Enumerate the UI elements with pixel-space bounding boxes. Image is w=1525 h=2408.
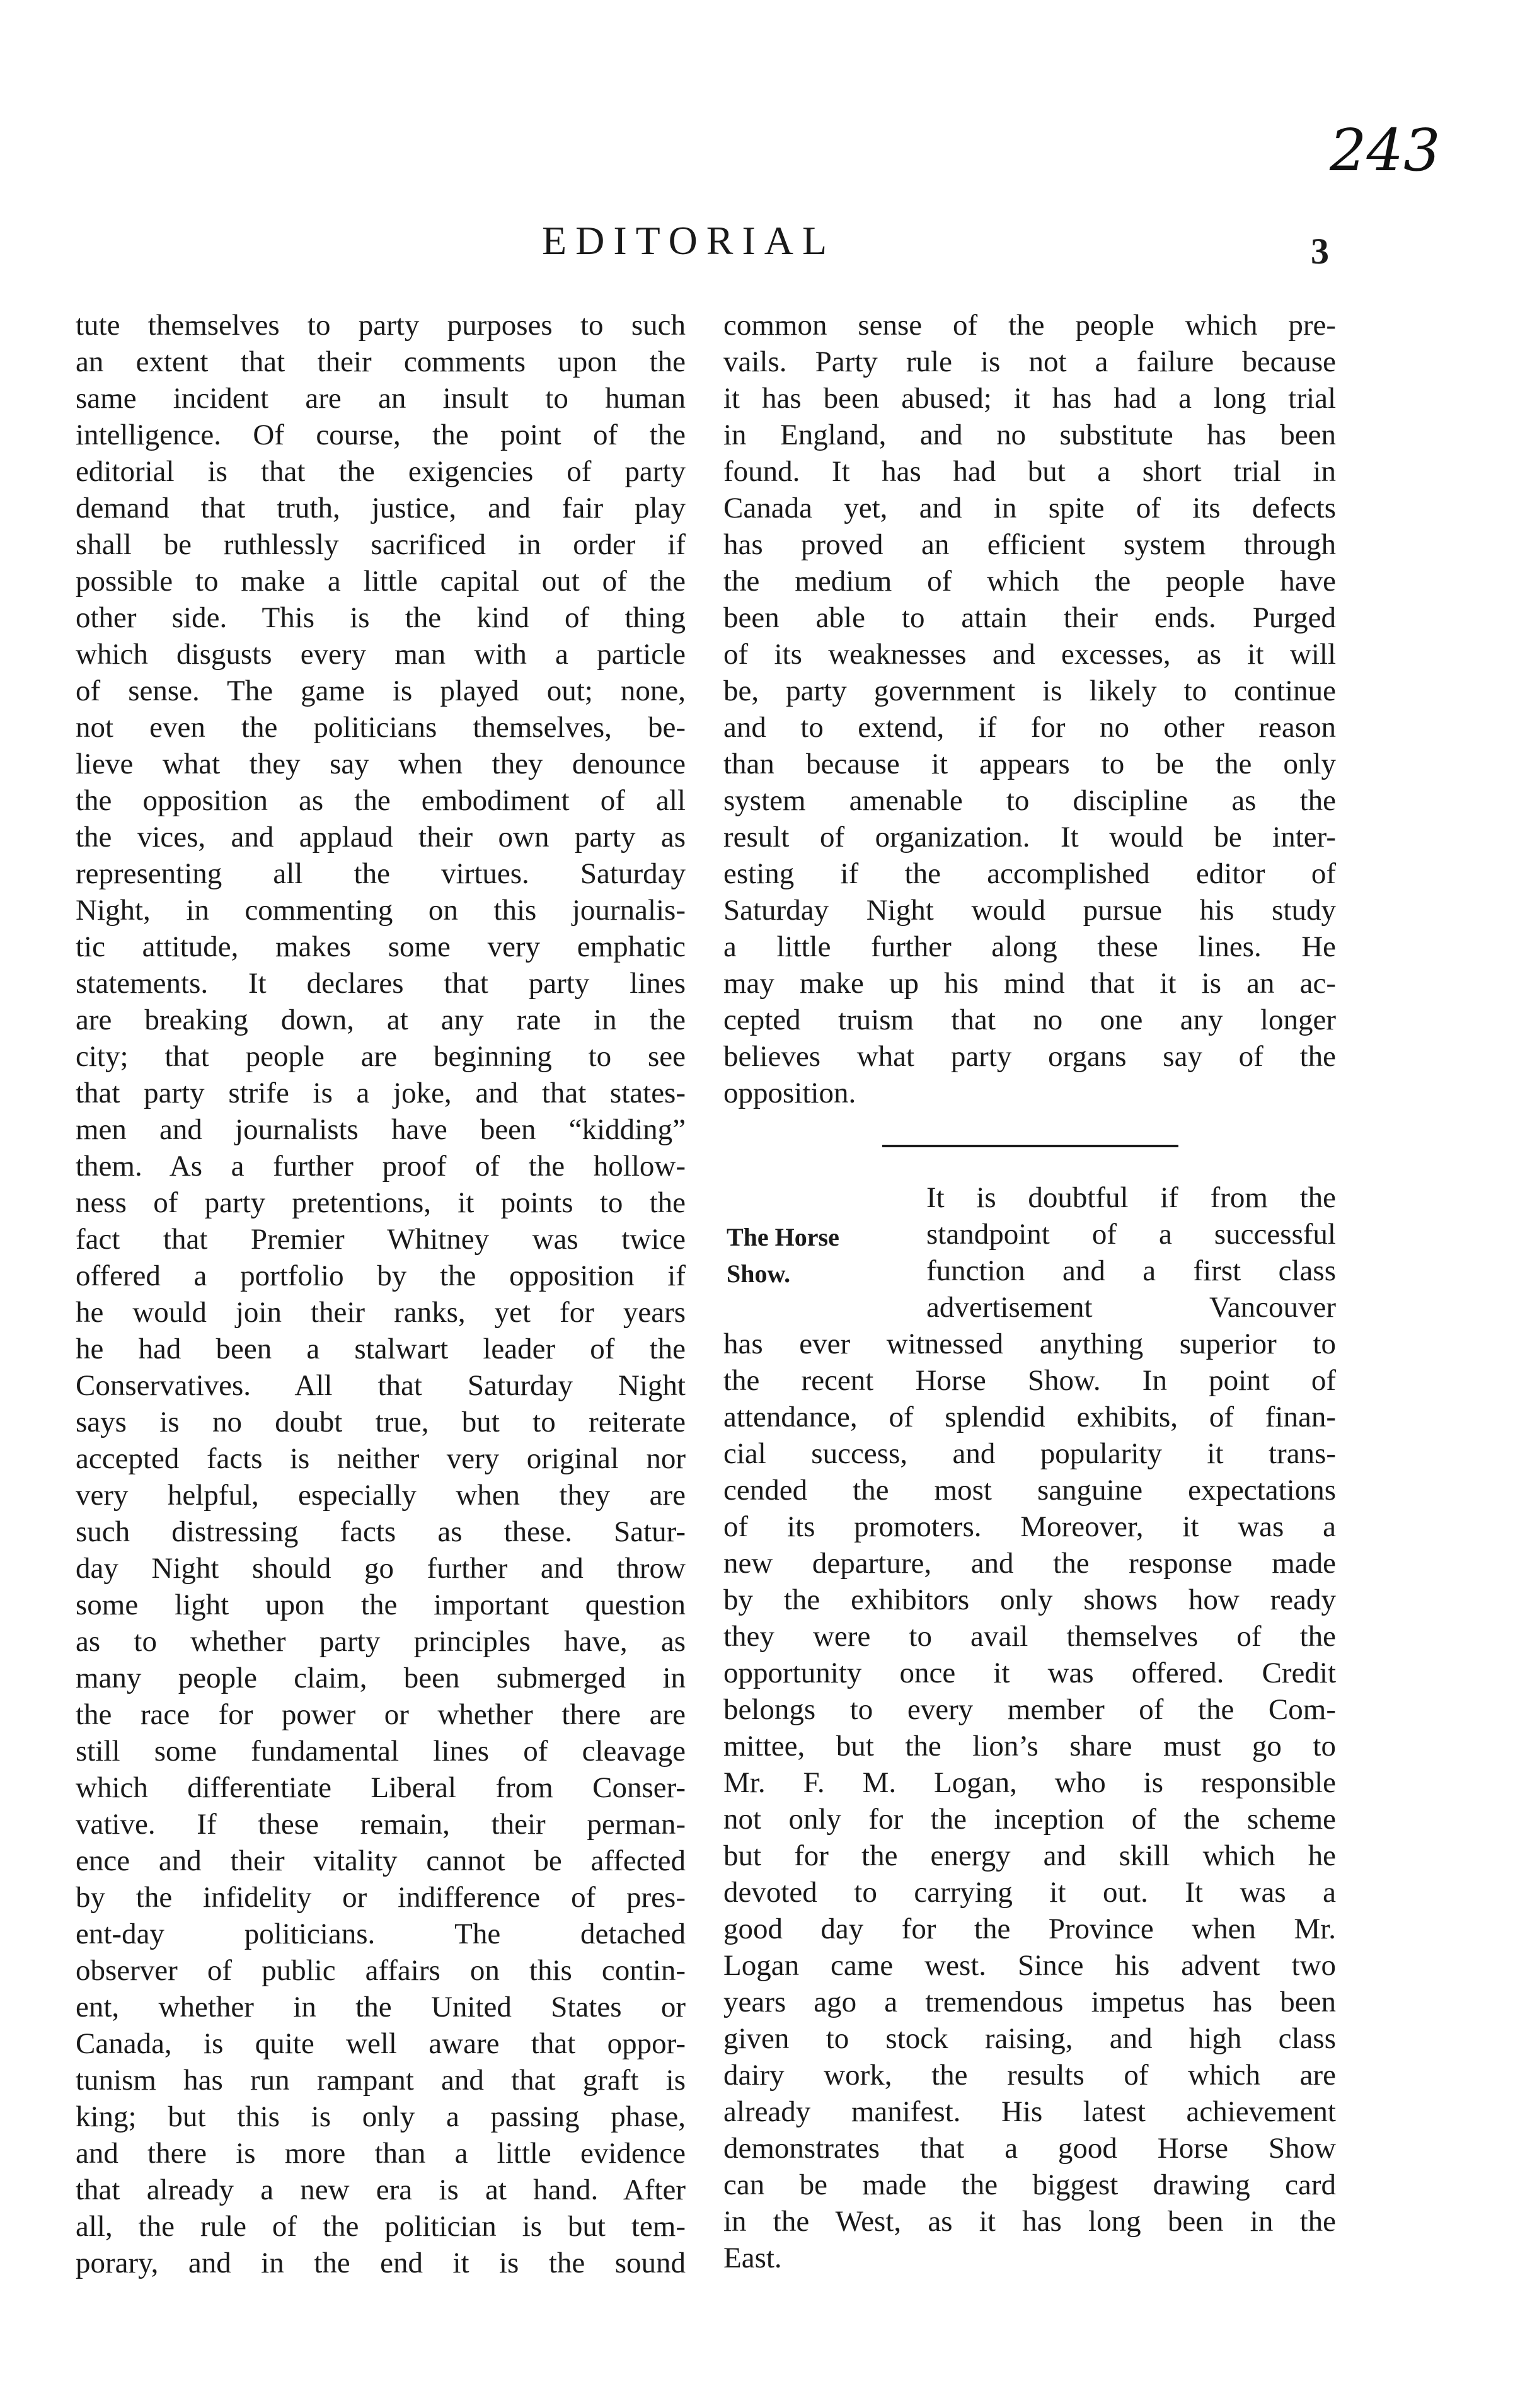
text-line: very helpful, especially when they are	[76, 1479, 686, 1512]
text-line: same incident are an insult to human	[76, 382, 686, 415]
sidehead-line: The Horse	[727, 1223, 839, 1251]
text-line: says is no doubt true, but to reiterate	[76, 1406, 686, 1438]
text-line: found. It has had but a short trial in	[723, 455, 1336, 488]
running-head: EDITORIAL	[542, 218, 836, 263]
text-line: opportunity once it was offered. Credit	[723, 1657, 1336, 1689]
text-line: vative. If these remain, their perman-	[76, 1808, 686, 1841]
text-line: many people claim, been submerged in	[76, 1662, 686, 1694]
text-line: Mr. F. M. Logan, who is responsible	[723, 1766, 1336, 1799]
text-line: by the infidelity or indifference of pres-	[76, 1881, 686, 1914]
text-line: be, party government is likely to continue	[723, 674, 1336, 707]
text-line: has ever witnessed anything superior to	[723, 1328, 1336, 1360]
text-line: East.	[723, 2242, 782, 2274]
text-line: belongs to every member of the Com-	[723, 1693, 1336, 1726]
text-line: Logan came west. Since his advent two	[723, 1949, 1336, 1982]
text-line: attendance, of splendid exhibits, of finan-	[723, 1401, 1336, 1433]
text-line: of sense. The game is played out; none,	[76, 674, 686, 707]
text-line: the race for power or whether there are	[76, 1698, 686, 1731]
sidehead-the-horse-show	[727, 1219, 839, 1292]
text-line: of its weaknesses and excesses, as it will	[723, 638, 1336, 671]
left-column	[76, 307, 686, 2281]
text-line: representing all the virtues. Saturday	[76, 857, 686, 890]
text-line: all, the rule of the politician is but tem-	[76, 2210, 686, 2243]
text-line: ness of party pretentions, it points to the	[76, 1186, 686, 1219]
text-line: they were to avail themselves of the	[723, 1620, 1336, 1653]
text-line: accepted facts is neither very original nor	[76, 1442, 686, 1475]
text-line: tute themselves to party purposes to such	[76, 309, 686, 342]
text-line: dairy work, the results of which are	[723, 2059, 1336, 2092]
text-line: demonstrates that a good Horse Show	[723, 2132, 1336, 2165]
text-line: Canada yet, and in spite of its defects	[723, 492, 1336, 524]
text-line: may make up his mind that it is an ac-	[723, 967, 1336, 1000]
text-line: editorial is that the exigencies of party	[76, 455, 686, 488]
text-line: he had been a stalwart leader of the	[76, 1333, 686, 1365]
text-line: cended the most sanguine expectations	[723, 1474, 1336, 1507]
text-line: ent-day politicians. The detached	[76, 1918, 686, 1950]
text-line: in the West, as it has long been in the	[723, 2205, 1336, 2238]
text-line: function and a first class	[926, 1254, 1336, 1287]
text-line: the medium of which the people have	[723, 565, 1336, 598]
text-line: years ago a tremendous impetus has been	[723, 1986, 1336, 2018]
text-line: can be made the biggest drawing card	[723, 2168, 1336, 2201]
page-number: 3	[1311, 231, 1329, 272]
text-line: and there is more than a little evidence	[76, 2137, 686, 2170]
right-column-top	[723, 307, 1336, 1111]
handwritten-page-number: 243	[1330, 117, 1441, 184]
text-line: cial success, and popularity it trans-	[723, 1437, 1336, 1470]
text-line: men and journalists have been “kidding”	[76, 1113, 686, 1146]
text-line: already manifest. His latest achievement	[723, 2095, 1336, 2128]
text-line: some light upon the important question	[76, 1589, 686, 1621]
text-line: devoted to carrying it out. It was a	[723, 1876, 1336, 1909]
text-line: that party strife is a joke, and that states-	[76, 1077, 686, 1109]
text-line: observer of public affairs on this contin-	[76, 1954, 686, 1987]
text-line: standpoint of a successful	[926, 1218, 1336, 1251]
text-line: in England, and no substitute has been	[723, 419, 1336, 451]
text-line: but for the energy and skill which he	[723, 1839, 1336, 1872]
right-column-bottom	[723, 1326, 1336, 2276]
text-line: demand that truth, justice, and fair play	[76, 492, 686, 524]
text-line: cepted truism that no one any longer	[723, 1004, 1336, 1036]
text-line: an extent that their comments upon the	[76, 345, 686, 378]
text-line: It is doubtful if from the	[926, 1181, 1336, 1214]
text-line: are breaking down, at any rate in the	[76, 1004, 686, 1036]
text-line: and to extend, if for no other reason	[723, 711, 1336, 744]
text-line: by the exhibitors only shows how ready	[723, 1583, 1336, 1616]
text-line: them. As a further proof of the hollow-	[76, 1150, 686, 1183]
text-line: possible to make a little capital out of the	[76, 565, 686, 598]
text-line: good day for the Province when Mr.	[723, 1913, 1336, 1945]
text-line: statements. It declares that party lines	[76, 967, 686, 1000]
sidehead-line: Show.	[727, 1259, 791, 1288]
text-line: tunism has run rampant and that graft is	[76, 2064, 686, 2097]
text-line: tic attitude, makes some very emphatic	[76, 930, 686, 963]
text-line: new departure, and the response made	[723, 1547, 1336, 1580]
text-line: given to stock raising, and high class	[723, 2022, 1336, 2055]
text-line: still some fundamental lines of cleavage	[76, 1735, 686, 1768]
text-line: the opposition as the embodiment of all	[76, 784, 686, 817]
text-line: than because it appears to be the only	[723, 748, 1336, 780]
text-line: vails. Party rule is not a failure because	[723, 345, 1336, 378]
text-line: shall be ruthlessly sacrificed in order if	[76, 528, 686, 561]
text-line: esting if the accomplished editor of	[723, 857, 1336, 890]
text-line: that already a new era is at hand. After	[76, 2174, 686, 2206]
text-line: result of organization. It would be inter-	[723, 821, 1336, 854]
text-line: has proved an efficient system through	[723, 528, 1336, 561]
text-line: king; but this is only a passing phase,	[76, 2100, 686, 2133]
text-line: fact that Premier Whitney was twice	[76, 1223, 686, 1256]
text-line: Conservatives. All that Saturday Night	[76, 1369, 686, 1402]
text-line: of its promoters. Moreover, it was a	[723, 1510, 1336, 1543]
text-line: Canada, is quite well aware that oppor-	[76, 2027, 686, 2060]
text-line: porary, and in the end it is the sound	[76, 2247, 686, 2279]
text-line: not only for the inception of the scheme	[723, 1803, 1336, 1836]
text-line: which differentiate Liberal from Conser-	[76, 1771, 686, 1804]
text-line: been able to attain their ends. Purged	[723, 601, 1336, 634]
text-line: a little further along these lines. He	[723, 930, 1336, 963]
text-line: not even the politicians themselves, be-	[76, 711, 686, 744]
text-line: it has been abused; it has had a long trial	[723, 382, 1336, 415]
section-divider	[882, 1145, 1178, 1147]
text-line: he would join their ranks, yet for years	[76, 1296, 686, 1329]
text-line: Saturday Night would pursue his study	[723, 894, 1336, 927]
text-line: ent, whether in the United States or	[76, 1991, 686, 2023]
text-line: offered a portfolio by the opposition if	[76, 1259, 686, 1292]
text-line: which disgusts every man with a particle	[76, 638, 686, 671]
text-line: day Night should go further and throw	[76, 1552, 686, 1585]
text-line: the recent Horse Show. In point of	[723, 1364, 1336, 1397]
text-line: the vices, and applaud their own party as	[76, 821, 686, 854]
text-line: such distressing facts as these. Satur-	[76, 1515, 686, 1548]
right-column-indented	[926, 1179, 1336, 1326]
text-line: other side. This is the kind of thing	[76, 601, 686, 634]
text-line: opposition.	[723, 1077, 856, 1109]
text-line: mittee, but the lion’s share must go to	[723, 1730, 1336, 1763]
text-line: city; that people are beginning to see	[76, 1040, 686, 1073]
text-line: believes what party organs say of the	[723, 1040, 1336, 1073]
text-line: common sense of the people which pre-	[723, 309, 1336, 342]
text-line: lieve what they say when they denounce	[76, 748, 686, 780]
text-line: advertisement Vancouver	[926, 1291, 1336, 1324]
text-line: intelligence. Of course, the point of the	[76, 419, 686, 451]
text-line: Night, in commenting on this journalis-	[76, 894, 686, 927]
text-line: as to whether party principles have, as	[76, 1625, 686, 1658]
text-line: ence and their vitality cannot be affected	[76, 1844, 686, 1877]
text-line: system amenable to discipline as the	[723, 784, 1336, 817]
